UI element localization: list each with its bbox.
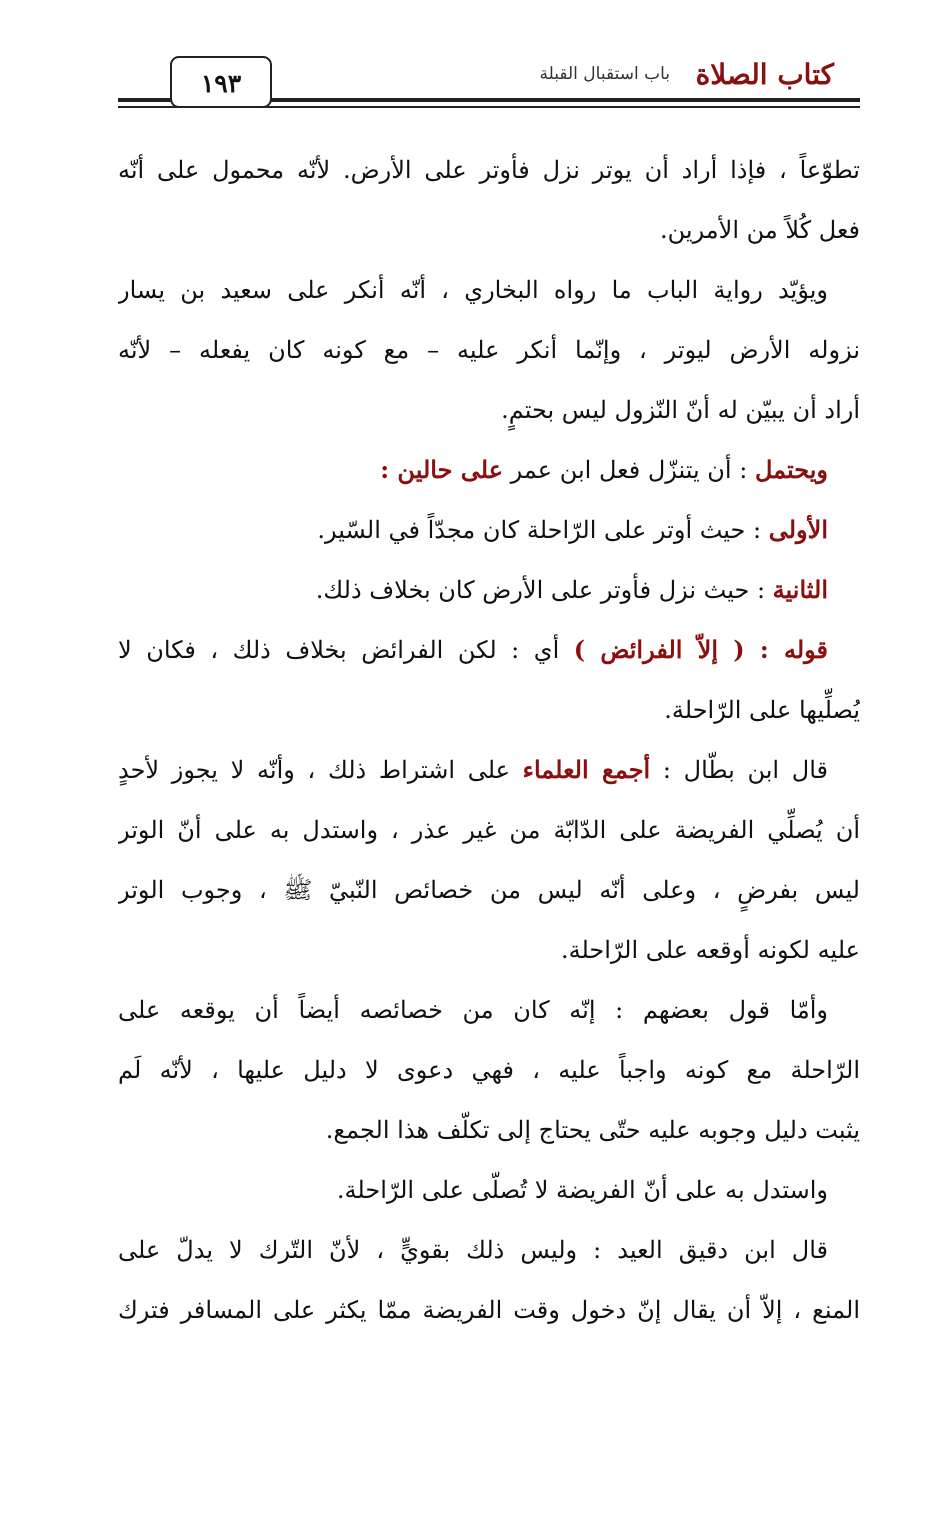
text-line <box>118 800 860 860</box>
text-line <box>118 560 860 620</box>
page-header <box>118 52 860 112</box>
text-line <box>118 500 860 560</box>
highlighted-term: الأولى <box>768 515 828 544</box>
text-segment: تطوّعاً ، فإذا أراد أن يوتر نزل فأوتر على الأرض. لأنّه محمول على أنّه <box>118 156 860 184</box>
text-segment: نزوله الأرض ليوتر ، وإنّما أنكر عليه – مع كونه كان يفعله – لأنّه <box>118 336 860 364</box>
text-segment: وأمّا قول بعضهم : إنّه كان من خصائصه أيضاً أن يوقعه على <box>118 996 828 1024</box>
text-segment: أي : لكن الفرائض بخلاف ذلك ، فكان لا <box>118 636 574 664</box>
text-segment: عليه لكونه أوقعه على الرّاحلة. <box>560 936 860 964</box>
text-line <box>118 260 860 320</box>
highlighted-term: الثانية <box>772 575 828 604</box>
text-line <box>118 320 860 380</box>
text-segment: الرّاحلة مع كونه واجباً عليه ، فهي دعوى لا دليل عليها ، لأنّه لَم <box>118 1056 860 1084</box>
text-segment: فعل كُلاً من الأمرين. <box>659 216 860 244</box>
text-segment: : حيث نزل فأوتر على الأرض كان بخلاف ذلك. <box>315 576 773 604</box>
text-segment: يُصلِّيها على الرّاحلة. <box>664 696 860 724</box>
text-segment: على اشتراط ذلك ، وأنّه لا يجوز لأحدٍ <box>118 756 523 784</box>
page-number: ١٩٣ <box>170 56 272 108</box>
text-line <box>118 1160 860 1220</box>
text-segment: أراد أن يبيّن له أنّ النّزول ليس بحتمٍ. <box>501 396 860 424</box>
text-line <box>118 200 860 260</box>
book-title: كتاب الصلاة <box>695 58 834 91</box>
text-line <box>118 140 860 200</box>
text-line <box>118 980 860 1040</box>
text-segment: ليس بفرضٍ ، وعلى أنّه ليس من خصائص النّبيّ ﷺ ، وجوب الوتر <box>118 876 860 904</box>
text-line <box>118 920 860 980</box>
text-line <box>118 380 860 440</box>
text-segment: قال ابن بطّال : <box>650 756 829 784</box>
text-line <box>118 1220 860 1280</box>
text-segment: المنع ، إلاّ أن يقال إنّ دخول وقت الفريضة ممّا يكثر على المسافر فترك <box>118 1296 860 1324</box>
text-segment: : أن يتنزّل فعل ابن عمر <box>503 456 755 484</box>
text-segment: قال ابن دقيق العيد : وليس ذلك بقويٍّ ، لأنّ التّرك لا يدلّ على <box>118 1236 828 1264</box>
highlighted-term: أجمع العلماء <box>522 755 651 784</box>
text-segment: أن يُصلِّي الفريضة على الدّابّة من غير عذر ، واستدل به على أنّ الوتر <box>118 816 860 844</box>
text-segment: يثبت دليل وجوبه عليه حتّى يحتاج إلى تكلّف هذا الجمع. <box>325 1116 860 1144</box>
text-line <box>118 860 860 920</box>
body-text <box>118 140 860 1340</box>
text-line <box>118 1040 860 1100</box>
highlighted-term: ويحتمل <box>754 455 828 484</box>
text-line <box>118 440 860 500</box>
text-line <box>118 680 860 740</box>
text-segment: ويؤيّد رواية الباب ما رواه البخاري ، أنّه أنكر على سعيد بن يسار <box>118 276 828 304</box>
highlighted-term: قوله : ( إلاّ الفرائض ) <box>573 635 829 664</box>
text-line <box>118 1100 860 1160</box>
text-segment: واستدل به على أنّ الفريضة لا تُصلّى على الرّاحلة. <box>336 1176 828 1204</box>
highlighted-term: على حالين : <box>380 455 504 484</box>
text-line <box>118 620 860 680</box>
text-segment: : حيث أوتر على الرّاحلة كان مجدّاً في السّير. <box>317 516 769 544</box>
text-line <box>118 740 860 800</box>
chapter-title: باب استقبال القبلة <box>539 64 670 84</box>
text-line <box>118 1280 860 1340</box>
